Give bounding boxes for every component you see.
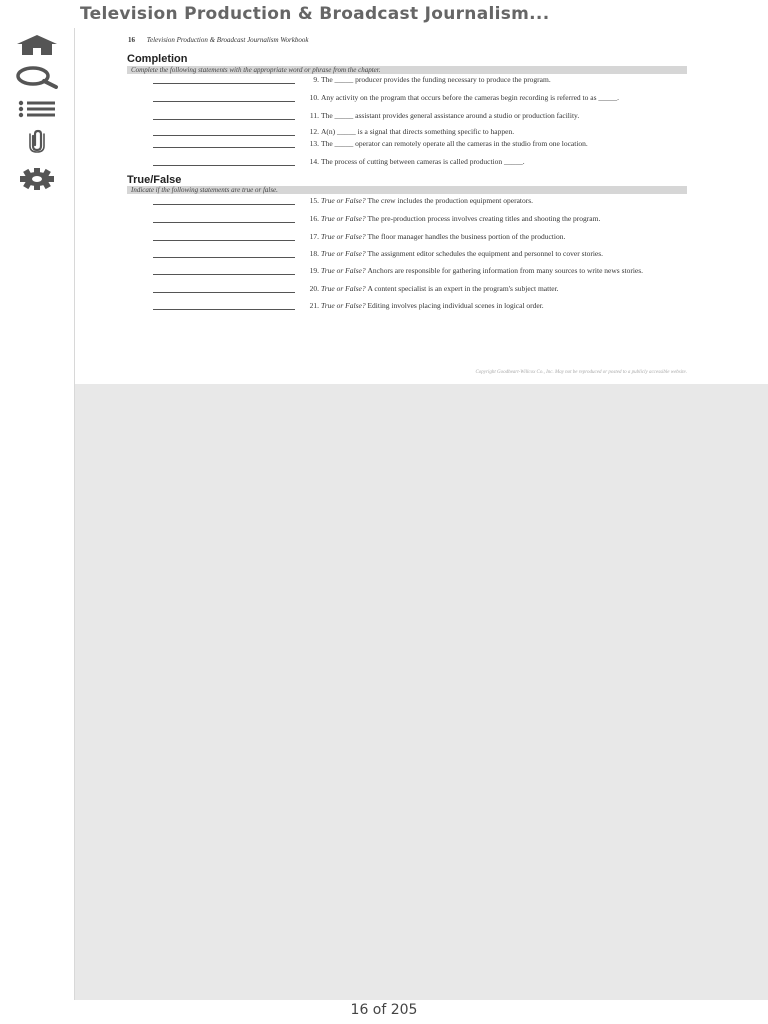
true-false-prefix: True or False? xyxy=(321,266,368,275)
completion-instructions: Complete the following statements with the appropriate word or phrase from the chapter. xyxy=(127,66,687,74)
question-number: 17. xyxy=(309,232,319,241)
question-text: True or False? The assignment editor schedules the equipment and personnel to cover stories. xyxy=(321,249,604,258)
question-text: True or False? The crew includes the production equipment operators. xyxy=(321,196,534,205)
question-row xyxy=(75,76,768,92)
search-icon xyxy=(14,65,60,89)
question-text: The _____ assistant provides general assistance around a studio or production facility. xyxy=(321,111,580,120)
question-text: True or False? The floor manager handles the business portion of the production. xyxy=(321,232,566,241)
table-of-contents-button[interactable] xyxy=(14,94,60,124)
paperclip-icon xyxy=(25,129,49,153)
search-button[interactable] xyxy=(14,62,60,92)
answer-blank xyxy=(153,309,295,310)
question-number: 12. xyxy=(309,127,319,136)
true-false-prefix: True or False? xyxy=(321,249,368,258)
question-text: The _____ producer provides the funding necessary to produce the program. xyxy=(321,75,551,84)
book-title: Television Production & Broadcast Journalism Workbook xyxy=(146,36,309,44)
question-text: The process of cutting between cameras is called production _____. xyxy=(321,157,525,166)
true-false-prefix: True or False? xyxy=(321,284,368,293)
running-head xyxy=(128,36,308,44)
question-row xyxy=(75,94,768,110)
attachments-button[interactable] xyxy=(14,126,60,156)
question-text: Any activity on the program that occurs before the cameras begin recording is referred to as _____. xyxy=(321,93,620,102)
document-page xyxy=(75,28,768,384)
answer-blank xyxy=(153,101,295,102)
answer-blank xyxy=(153,147,295,148)
question-row xyxy=(75,158,768,174)
question-text: The _____ operator can remotely operate all the cameras in the studio from one location. xyxy=(321,139,588,148)
question-number: 13. xyxy=(309,139,319,148)
answer-blank xyxy=(153,240,295,241)
answer-blank xyxy=(153,222,295,223)
question-number: 18. xyxy=(309,249,319,258)
completion-heading: Completion xyxy=(127,53,188,65)
home-icon xyxy=(15,34,59,56)
settings-button[interactable] xyxy=(14,164,60,194)
question-row xyxy=(75,233,768,249)
answer-blank xyxy=(153,204,295,205)
answer-blank xyxy=(153,83,295,84)
question-number: 15. xyxy=(309,196,319,205)
question-text: True or False? Editing involves placing individual scenes in logical order. xyxy=(321,301,544,310)
question-text: A(n) _____ is a signal that directs something specific to happen. xyxy=(321,127,515,136)
page-counter: 16 of 205 xyxy=(350,1002,418,1018)
question-number: 11. xyxy=(309,111,319,120)
question-number: 16. xyxy=(309,214,319,223)
true-false-prefix: True or False? xyxy=(321,301,368,310)
question-number: 10. xyxy=(309,93,319,102)
answer-blank xyxy=(153,135,295,136)
gear-icon xyxy=(15,168,59,190)
answer-blank xyxy=(153,119,295,120)
true-false-instructions: Indicate if the following statements are true or false. xyxy=(127,186,687,194)
question-row xyxy=(75,302,768,318)
copyright-notice: Copyright Goodheart-Willcox Co., Inc. May not be reproduced or posted to a publicly accessible website. xyxy=(475,370,687,375)
question-text: True or False? A content specialist is an expert in the program's subject matter. xyxy=(321,284,559,293)
home-button[interactable] xyxy=(14,30,60,60)
question-text: True or False? The pre-production process involves creating titles and shooting the program. xyxy=(321,214,601,223)
true-false-prefix: True or False? xyxy=(321,232,368,241)
answer-blank xyxy=(153,292,295,293)
question-row xyxy=(75,285,768,301)
question-row xyxy=(75,140,768,156)
question-number: 20. xyxy=(309,284,319,293)
question-text: True or False? Anchors are responsible for gathering information from many sources to write news stories. xyxy=(321,266,644,275)
true-false-prefix: True or False? xyxy=(321,214,368,223)
document-viewer[interactable] xyxy=(74,28,768,1000)
true-false-heading: True/False xyxy=(127,174,182,186)
answer-blank xyxy=(153,165,295,166)
question-number: 9. xyxy=(313,75,319,84)
answer-blank xyxy=(153,274,295,275)
document-title: Television Production & Broadcast Journalism... xyxy=(80,4,550,24)
question-row xyxy=(75,250,768,266)
sidebar xyxy=(0,28,74,1008)
question-number: 19. xyxy=(309,266,319,275)
true-false-prefix: True or False? xyxy=(321,196,368,205)
page-number: 16 xyxy=(128,36,135,44)
question-row xyxy=(75,267,768,283)
question-row xyxy=(75,112,768,128)
question-number: 21. xyxy=(309,301,319,310)
list-icon xyxy=(17,100,57,118)
answer-blank xyxy=(153,257,295,258)
question-row xyxy=(75,197,768,213)
question-row xyxy=(75,215,768,231)
question-number: 14. xyxy=(309,157,319,166)
